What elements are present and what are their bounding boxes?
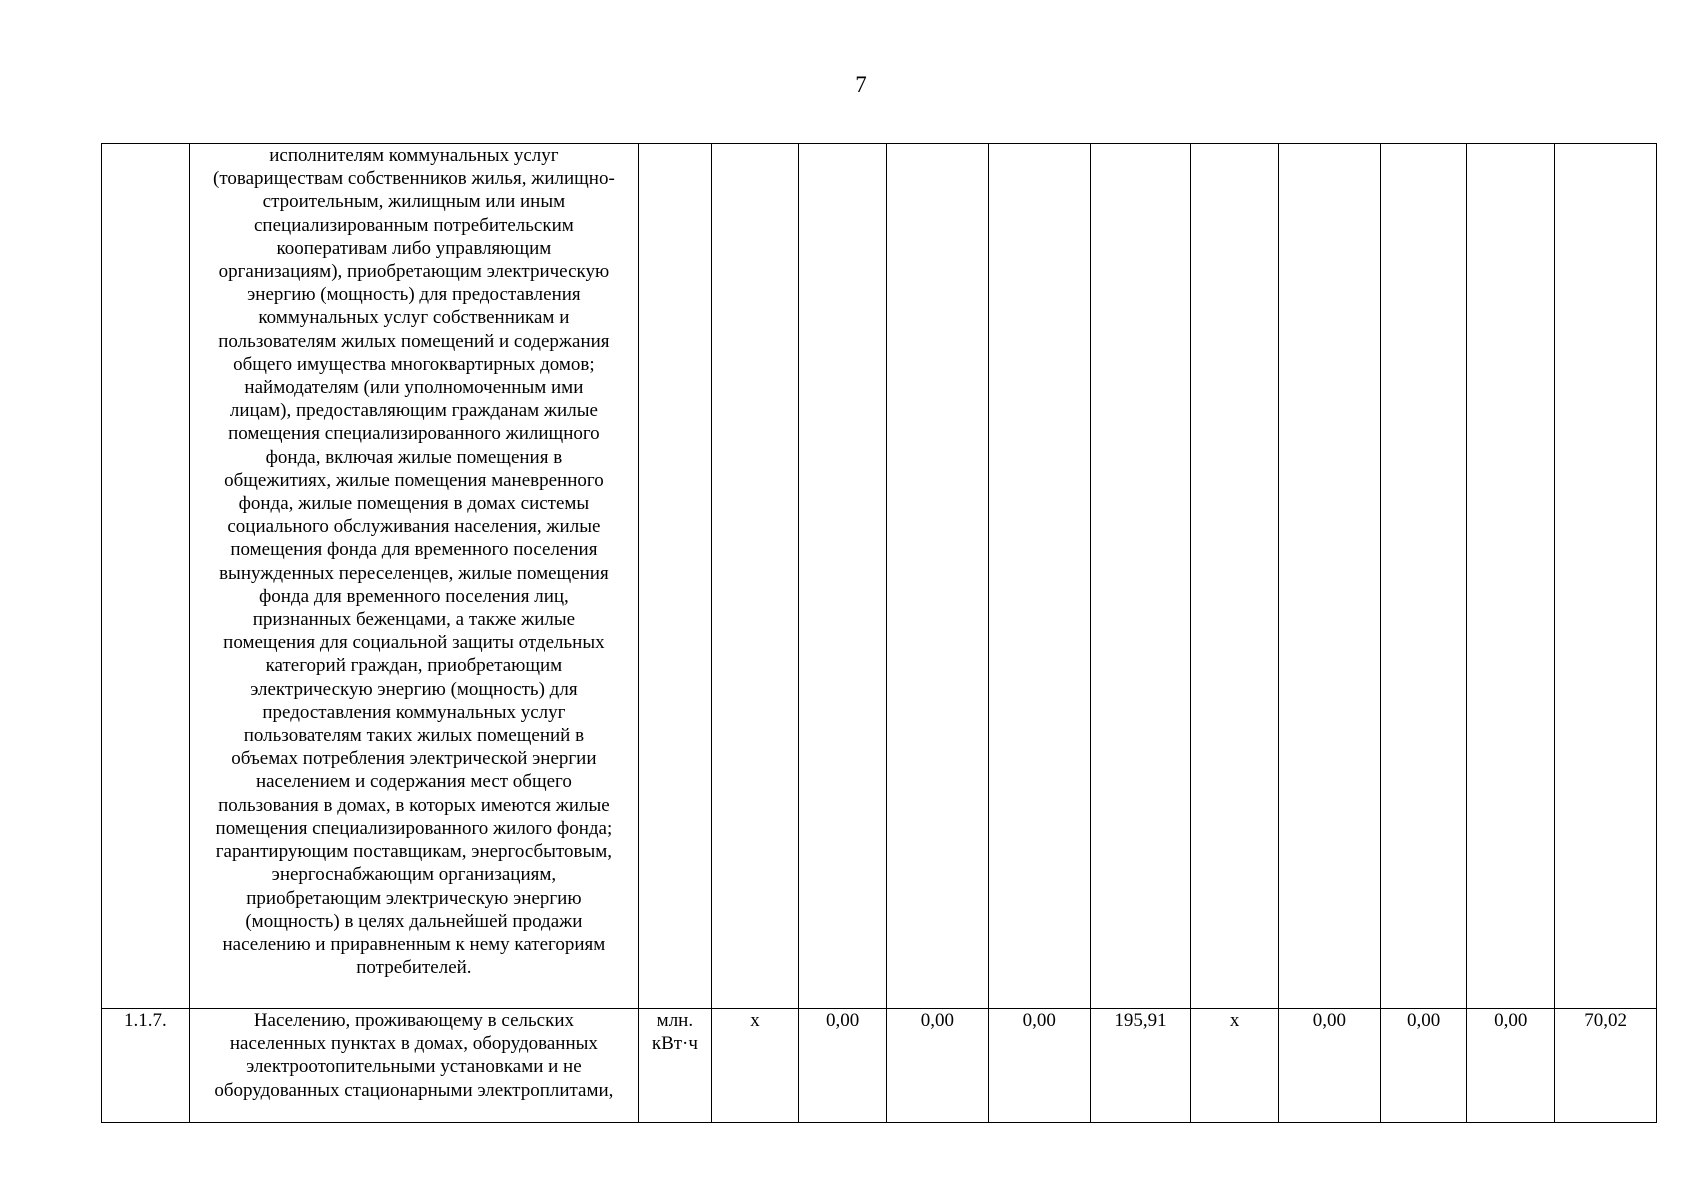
- value-cell: 0,00: [1467, 1009, 1555, 1123]
- value-cell: [988, 144, 1090, 1009]
- description-line: общего имущества многоквартирных домов;: [233, 353, 595, 375]
- value-cell: [1090, 144, 1191, 1009]
- description-line: фонда, жилые помещения в домах системы: [238, 493, 590, 515]
- description-line: исполнителям коммунальных услуг: [269, 145, 559, 166]
- description-line: электрическую энергию (мощность) для: [250, 678, 578, 700]
- description-line: населенных пунктах в домах, оборудованных: [229, 1033, 598, 1055]
- description-line: специализированным потребительским: [254, 214, 574, 236]
- description-line: категорий граждан, приобретающим: [265, 655, 563, 677]
- description-line: энергию (мощность) для предоставления: [247, 284, 581, 306]
- value-cell: 0,00: [1279, 1009, 1381, 1123]
- value-cell: 0,00: [988, 1009, 1090, 1123]
- unit-cell: [639, 144, 712, 1009]
- description-line: строительным, жилищным или иным: [262, 191, 566, 213]
- description-cell: [189, 144, 638, 1009]
- description-line: приобретающим электрическую энергию: [246, 887, 582, 909]
- value-cell: [1191, 144, 1279, 1009]
- value-cell: 0,00: [1380, 1009, 1467, 1123]
- value-cell: 0,00: [887, 1009, 989, 1123]
- description-line: организациям), приобретающим электрическую: [218, 261, 610, 283]
- description-line: вынужденных переселенцев, жилые помещения: [219, 562, 609, 584]
- description-line: признанных беженцами, а также жилые: [252, 609, 576, 631]
- description-line: помещения специализированного жилого фонда;: [215, 817, 613, 839]
- page-number: 7: [855, 72, 867, 97]
- description-line: пользователям таких жилых помещений в: [243, 725, 585, 747]
- description-line: кооперативам либо управляющим: [276, 237, 552, 259]
- value-cell: [1279, 144, 1381, 1009]
- description-line: фонда для временного поселения лиц,: [259, 585, 569, 607]
- description-line: помещения для социальной защиты отдельных: [223, 632, 605, 654]
- description-line: помещения фонда для временного поселения: [230, 539, 598, 561]
- description-line: гарантирующим поставщикам, энергосбытовым,: [215, 841, 613, 863]
- description-line: наймодателям (или уполномоченным ими: [244, 377, 584, 399]
- description-line: населению и приравненным к нему категориям: [222, 933, 606, 955]
- description-line: помещения специализированного жилищного: [228, 423, 600, 445]
- description-line: электроотопительными установками и не: [246, 1056, 582, 1078]
- description-line: предоставления коммунальных услуг: [262, 701, 566, 723]
- description-line: энергоснабжающим организациям,: [271, 864, 557, 886]
- code-cell: 1.1.7.: [102, 1009, 190, 1123]
- description-line: (товариществам собственников жилья, жилищно-: [213, 168, 615, 190]
- value-cell: [1467, 144, 1555, 1009]
- value-cell: 0,00: [799, 1009, 887, 1123]
- value-cell: 70,02: [1555, 1009, 1657, 1123]
- value-cell: [799, 144, 887, 1009]
- description-line: общежитиях, жилые помещения маневренного: [224, 469, 604, 491]
- description-cell: [189, 1009, 638, 1123]
- description-line: социального обслуживания населения, жилые: [227, 516, 601, 538]
- table-row: [102, 1009, 1657, 1123]
- table-row: [102, 144, 1657, 1009]
- code-cell: [102, 144, 190, 1009]
- value-cell: [711, 144, 799, 1009]
- description-line: пользования в домах, в которых имеются жилые: [218, 794, 610, 816]
- value-cell: [1380, 144, 1467, 1009]
- value-cell: х: [711, 1009, 799, 1123]
- description-line: (мощность) в целях дальнейшей продажи: [245, 910, 583, 932]
- description-line: Населению, проживающему в сельских: [253, 1010, 574, 1031]
- value-cell: х: [1191, 1009, 1279, 1123]
- value-cell: [1555, 144, 1657, 1009]
- tariff-table: [101, 143, 1657, 1123]
- value-cell: [887, 144, 989, 1009]
- description-line: объемах потребления электрической энергии: [231, 748, 597, 770]
- unit-line: млн.: [656, 1010, 694, 1031]
- unit-cell: [639, 1009, 712, 1123]
- description-line: пользователям жилых помещений и содержания: [218, 330, 610, 352]
- description-line: потребителей.: [356, 957, 472, 979]
- description-line: фонда, включая жилые помещения в: [265, 446, 563, 468]
- description-line: оборудованных стационарными электроплитами,: [214, 1079, 614, 1101]
- description-line: населением и содержания мест общего: [255, 771, 572, 793]
- description-line: коммунальных услуг собственникам и: [258, 307, 570, 329]
- unit-line: кВт·ч: [651, 1033, 698, 1055]
- value-cell: 195,91: [1090, 1009, 1191, 1123]
- description-line: лицам), предоставляющим гражданам жилые: [229, 400, 598, 422]
